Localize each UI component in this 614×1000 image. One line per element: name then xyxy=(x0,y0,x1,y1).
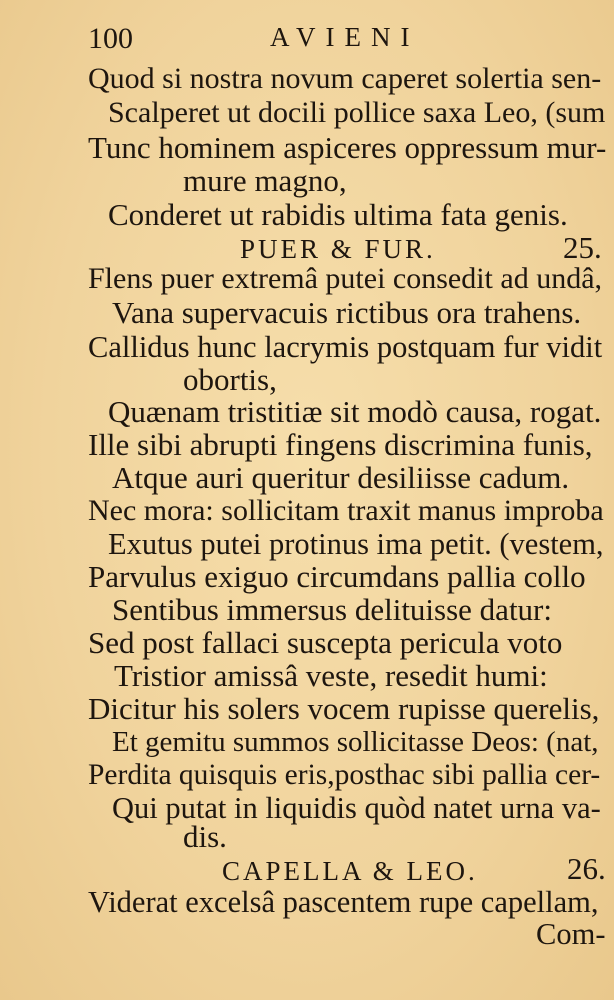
verse-line: Parvulus exiguo circumdans pallia collo xyxy=(88,559,586,594)
verse-line: Sentibus immersus delituisse datur: xyxy=(112,592,552,627)
running-title: AVIENI xyxy=(270,22,420,52)
verse-line: Atque auri queritur desiliisse cadum. xyxy=(112,460,570,495)
page-number: 100 xyxy=(88,22,133,55)
verse-line: Viderat excelsâ pascentem rupe capellam, xyxy=(88,885,599,919)
verse-line: Quænam tristitiæ sit modò causa, rogat. xyxy=(108,394,602,429)
verse-line: Qui putat in liquidis quòd natet urna va- xyxy=(112,791,601,825)
verse-line: Perdita quisquis eris,posthac sibi pallia cer- xyxy=(88,759,601,791)
verse-line: Flens puer extremâ putei consedit ad undâ, xyxy=(88,262,603,295)
verse-line: mure magno, xyxy=(183,163,347,198)
verse-line: Callidus hunc lacrymis postquam fur vidit xyxy=(88,330,603,364)
verse-line: Nec mora: sollicitam traxit manus improba xyxy=(88,494,604,527)
verse-line: Vana supervacuis rictibus ora trahens. xyxy=(112,295,582,330)
verse-line: Tristior amissâ veste, resedit humi: xyxy=(114,658,548,693)
verse-line: obortis, xyxy=(183,362,277,397)
fable-number: 25. xyxy=(563,230,602,265)
verse-line: Et gemitu summos sollicitasse Deos: (nat, xyxy=(112,726,599,758)
verse-line: Quod si nostra novum caperet solertia sen- xyxy=(88,62,602,95)
catchword: Com- xyxy=(536,917,606,951)
verse-line: Scalperet ut docili pollice saxa Leo, (sum xyxy=(108,96,606,129)
verse-line: Exutus putei protinus ima petit. (vestem, xyxy=(108,527,604,561)
fable-title: PUER & FUR. xyxy=(240,234,436,264)
verse-line: Dicitur his solers vocem rupisse querelis, xyxy=(88,691,600,726)
verse-line: Tunc hominem aspiceres oppressum mur- xyxy=(88,130,607,165)
verse-line: Ille sibi abrupti fingens discrimina funis, xyxy=(88,427,593,462)
fable-title: CAPELLA & LEO. xyxy=(222,856,478,886)
verse-line: dis. xyxy=(183,819,227,854)
page-header xyxy=(88,22,574,58)
verse-line: Conderet ut rabidis ultima fata genis. xyxy=(108,197,568,232)
fable-number: 26. xyxy=(567,851,606,886)
verse-line: Sed post fallaci suscepta pericula voto xyxy=(88,625,563,660)
